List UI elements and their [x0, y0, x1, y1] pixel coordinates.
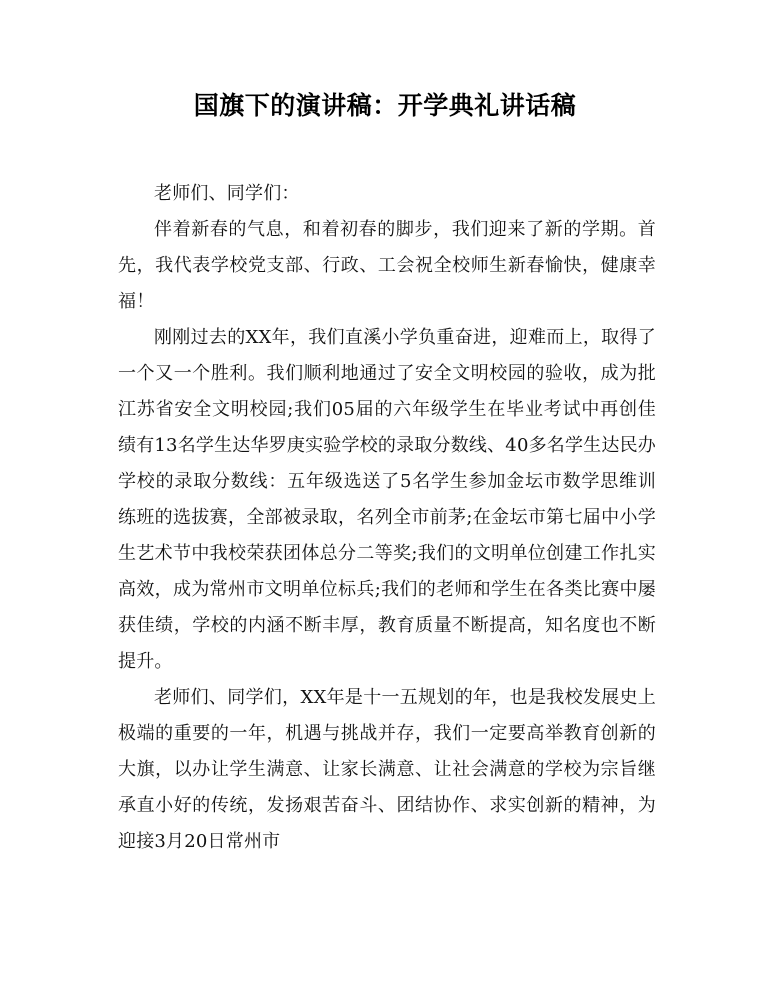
salutation-paragraph: 老师们、同学们： — [154, 183, 300, 204]
document-title: 国旗下的演讲稿：开学典礼讲话稿 — [193, 91, 577, 120]
greeting-paragraph: 伴着新春的气息，和着初春的脚步，我们迎来了新的学期。首先，我代表学校党支部、行政、工会祝全校师生新春愉快，健康幸福！ — [118, 219, 656, 312]
document-body — [118, 176, 656, 860]
outlook-paragraph: 老师们、同学们，XX年是十一五规划的年，也是我校发展史上极端的重要的一年，机遇与挑战并存，我们一定要高举教育创新的大旗，以办让学生满意、让家长满意、让社会满意的学校为宗旨继承直小好的传统，发扬艰苦奋斗、团结协作、求实创新的精神，为迎接3月20日常州市 — [118, 687, 656, 852]
achievements-paragraph: 刚刚过去的XX年，我们直溪小学负重奋进，迎难而上，取得了一个又一个胜利。我们顺利地通过了安全文明校园的验收，成为批江苏省安全文明校园;我们05届的六年级学生在毕业考试中再创佳绩有13名学生达华罗庚实验学校的录取分数线、40多名学生达民办学校的录取分数线：五年级选送了5名学生参加金坛市数学思维训练班的选拔赛，全部被录取，名列全市前茅;在金坛市第七届中小学生艺术节中我校荣获团体总分二等奖;我们的文明单位创建工作扎实高效，成为常州市文明单位标兵;我们的老师和学生在各类比赛中屡获佳绩，学校的内涵不断丰厚，教育质量不断提高，知名度也不断提升。 — [118, 327, 657, 672]
